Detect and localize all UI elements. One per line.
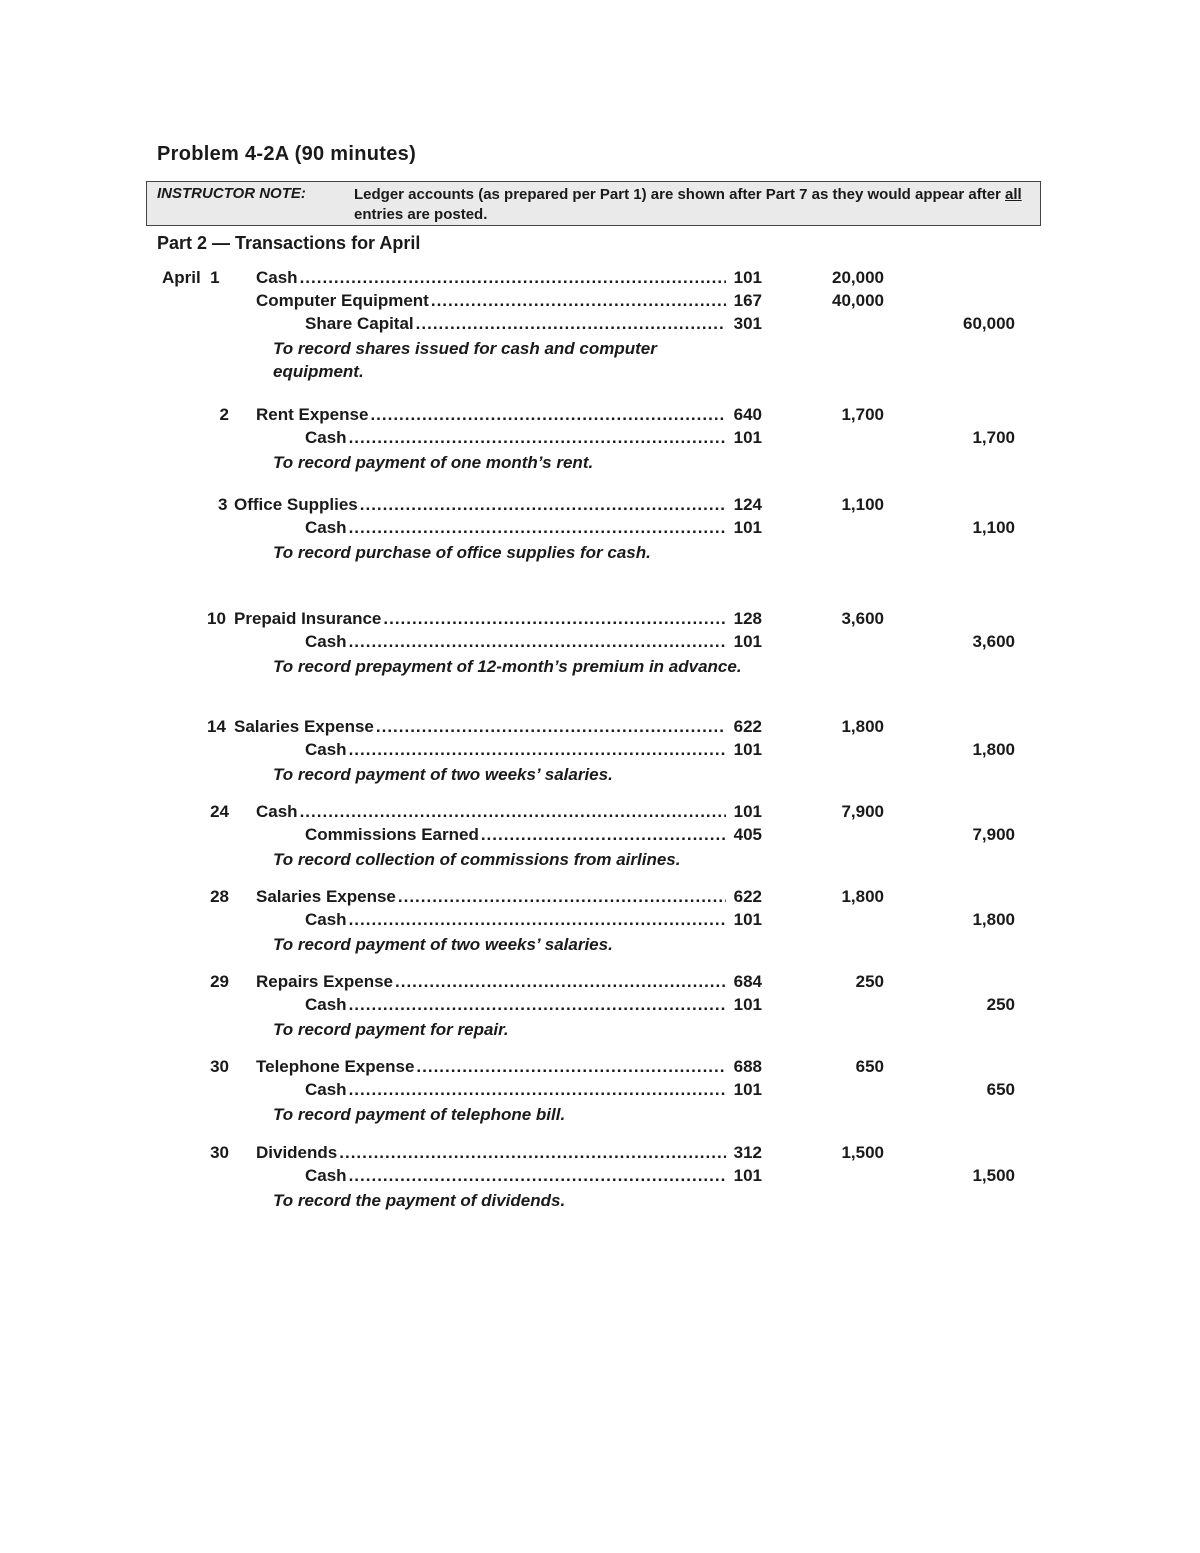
account-number: 640 xyxy=(733,405,762,424)
dot-leader xyxy=(339,1143,726,1163)
credit-line xyxy=(305,995,762,1015)
dot-leader xyxy=(431,291,726,311)
entry-date: April 1 xyxy=(162,268,220,287)
credit-amount: 1,800 xyxy=(972,740,1015,759)
credit-amount: 60,000 xyxy=(963,314,1015,333)
credit-line xyxy=(305,1080,762,1100)
dot-leader xyxy=(376,717,726,737)
credit-line xyxy=(305,740,762,760)
entry-explanation: To record payment of one month’s rent. xyxy=(273,453,594,472)
entry-date: 28 xyxy=(210,887,229,906)
entry-date: 29 xyxy=(210,972,229,991)
account-number: 167 xyxy=(733,291,762,310)
debit-amount: 650 xyxy=(855,1057,884,1076)
account-name: Commissions Earned xyxy=(305,825,479,844)
debit-line xyxy=(256,291,762,311)
account-number: 312 xyxy=(733,1143,762,1162)
account-name: Cash xyxy=(305,428,347,447)
debit-amount: 1,800 xyxy=(841,887,884,906)
instructor-note-text-before: Ledger accounts (as prepared per Part 1) are shown after Part 7 as they would appear after xyxy=(354,186,1006,203)
entry-explanation: To record payment of two weeks’ salaries. xyxy=(273,765,613,784)
entry-explanation: To record payment of two weeks’ salaries. xyxy=(273,935,613,954)
debit-amount: 1,500 xyxy=(841,1143,884,1162)
credit-line xyxy=(305,1166,762,1186)
account-number: 101 xyxy=(733,802,762,821)
dot-leader xyxy=(416,314,726,334)
instructor-note-underlined: all xyxy=(1005,186,1022,203)
credit-amount: 1,800 xyxy=(972,910,1015,929)
account-name: Share Capital xyxy=(305,314,414,333)
dot-leader xyxy=(349,995,726,1015)
dot-leader xyxy=(349,428,726,448)
entry-explanation: To record prepayment of 12-month’s premium in advance. xyxy=(273,657,742,676)
account-number: 101 xyxy=(733,632,762,651)
dot-leader xyxy=(395,972,726,992)
account-number: 128 xyxy=(733,609,762,628)
debit-line xyxy=(234,717,762,737)
credit-amount: 3,600 xyxy=(972,632,1015,651)
credit-amount: 1,700 xyxy=(972,428,1015,447)
account-name: Cash xyxy=(256,802,298,821)
dot-leader xyxy=(398,887,726,907)
debit-amount: 1,800 xyxy=(841,717,884,736)
account-number: 405 xyxy=(733,825,762,844)
dot-leader xyxy=(349,910,726,930)
account-name: Computer Equipment xyxy=(256,291,429,310)
dot-leader xyxy=(349,518,726,538)
account-name: Cash xyxy=(305,910,347,929)
account-name: Prepaid Insurance xyxy=(234,609,382,628)
credit-line xyxy=(305,632,762,652)
account-number: 101 xyxy=(733,1080,762,1099)
account-number: 301 xyxy=(733,314,762,333)
debit-line xyxy=(256,1057,762,1077)
credit-amount: 650 xyxy=(986,1080,1015,1099)
account-number: 101 xyxy=(733,1166,762,1185)
debit-line xyxy=(256,1143,762,1163)
debit-amount: 3,600 xyxy=(841,609,884,628)
account-number: 622 xyxy=(733,717,762,736)
account-number: 101 xyxy=(733,995,762,1014)
dot-leader xyxy=(349,1080,726,1100)
credit-line xyxy=(305,314,762,334)
account-name: Cash xyxy=(305,1166,347,1185)
account-number: 684 xyxy=(733,972,762,991)
debit-amount: 20,000 xyxy=(832,268,884,287)
credit-line xyxy=(305,518,762,538)
debit-line xyxy=(256,802,762,822)
account-name: Telephone Expense xyxy=(256,1057,415,1076)
account-name: Cash xyxy=(305,1080,347,1099)
account-name: Rent Expense xyxy=(256,405,369,424)
account-name: Salaries Expense xyxy=(234,717,374,736)
debit-amount: 40,000 xyxy=(832,291,884,310)
debit-amount: 1,700 xyxy=(841,405,884,424)
dot-leader xyxy=(349,632,726,652)
account-number: 622 xyxy=(733,887,762,906)
account-number: 101 xyxy=(733,518,762,537)
dot-leader xyxy=(349,740,726,760)
account-name: Cash xyxy=(256,268,298,287)
debit-amount: 250 xyxy=(855,972,884,991)
account-name: Cash xyxy=(305,995,347,1014)
account-number: 101 xyxy=(733,428,762,447)
account-number: 124 xyxy=(733,495,762,514)
entry-explanation: To record shares issued for cash and computer equipment. xyxy=(273,339,657,381)
credit-line xyxy=(305,428,762,448)
entry-date: 30 xyxy=(210,1057,229,1076)
debit-line xyxy=(256,405,762,425)
dot-leader xyxy=(370,405,726,425)
debit-amount: 7,900 xyxy=(841,802,884,821)
account-number: 101 xyxy=(733,910,762,929)
instructor-note-label: INSTRUCTOR NOTE: xyxy=(157,185,306,202)
credit-amount: 1,100 xyxy=(972,518,1015,537)
dot-leader xyxy=(349,1166,726,1186)
entry-explanation: To record collection of commissions from airlines. xyxy=(273,850,681,869)
dot-leader xyxy=(481,825,726,845)
account-number: 101 xyxy=(733,268,762,287)
account-number: 101 xyxy=(733,740,762,759)
debit-line xyxy=(256,887,762,907)
entry-date: 10 xyxy=(207,609,226,628)
credit-amount: 1,500 xyxy=(972,1166,1015,1185)
page-title: Problem 4-2A (90 minutes) xyxy=(157,143,417,165)
account-name: Salaries Expense xyxy=(256,887,396,906)
dot-leader xyxy=(360,495,726,515)
instructor-note-text-after: entries are posted. xyxy=(354,206,488,223)
debit-line xyxy=(234,495,762,515)
entry-explanation: To record purchase of office supplies for cash. xyxy=(273,543,651,562)
account-name: Dividends xyxy=(256,1143,338,1162)
credit-line xyxy=(305,825,762,845)
entry-date: 30 xyxy=(210,1143,229,1162)
debit-line xyxy=(256,972,762,992)
account-name: Office Supplies xyxy=(234,495,358,514)
entry-explanation: To record the payment of dividends. xyxy=(273,1191,566,1210)
account-name: Cash xyxy=(305,518,347,537)
account-number: 688 xyxy=(733,1057,762,1076)
entry-date: 2 xyxy=(219,405,229,424)
dot-leader xyxy=(300,802,726,822)
entry-date: 3 xyxy=(218,495,228,514)
debit-line xyxy=(234,609,762,629)
account-name: Cash xyxy=(305,740,347,759)
entry-explanation: To record payment for repair. xyxy=(273,1020,509,1039)
account-name: Cash xyxy=(305,632,347,651)
credit-amount: 7,900 xyxy=(972,825,1015,844)
credit-line xyxy=(305,910,762,930)
instructor-note-box xyxy=(146,181,1041,226)
entry-explanation: To record payment of telephone bill. xyxy=(273,1105,566,1124)
debit-line xyxy=(256,268,762,288)
credit-amount: 250 xyxy=(986,995,1015,1014)
part-heading: Part 2 — Transactions for April xyxy=(157,233,421,253)
debit-amount: 1,100 xyxy=(841,495,884,514)
dot-leader xyxy=(383,609,726,629)
instructor-note-text xyxy=(354,185,1034,225)
entry-date: 14 xyxy=(207,717,226,736)
entry-date: 24 xyxy=(210,802,229,821)
dot-leader xyxy=(300,268,726,288)
dot-leader xyxy=(416,1057,726,1077)
account-name: Repairs Expense xyxy=(256,972,394,991)
